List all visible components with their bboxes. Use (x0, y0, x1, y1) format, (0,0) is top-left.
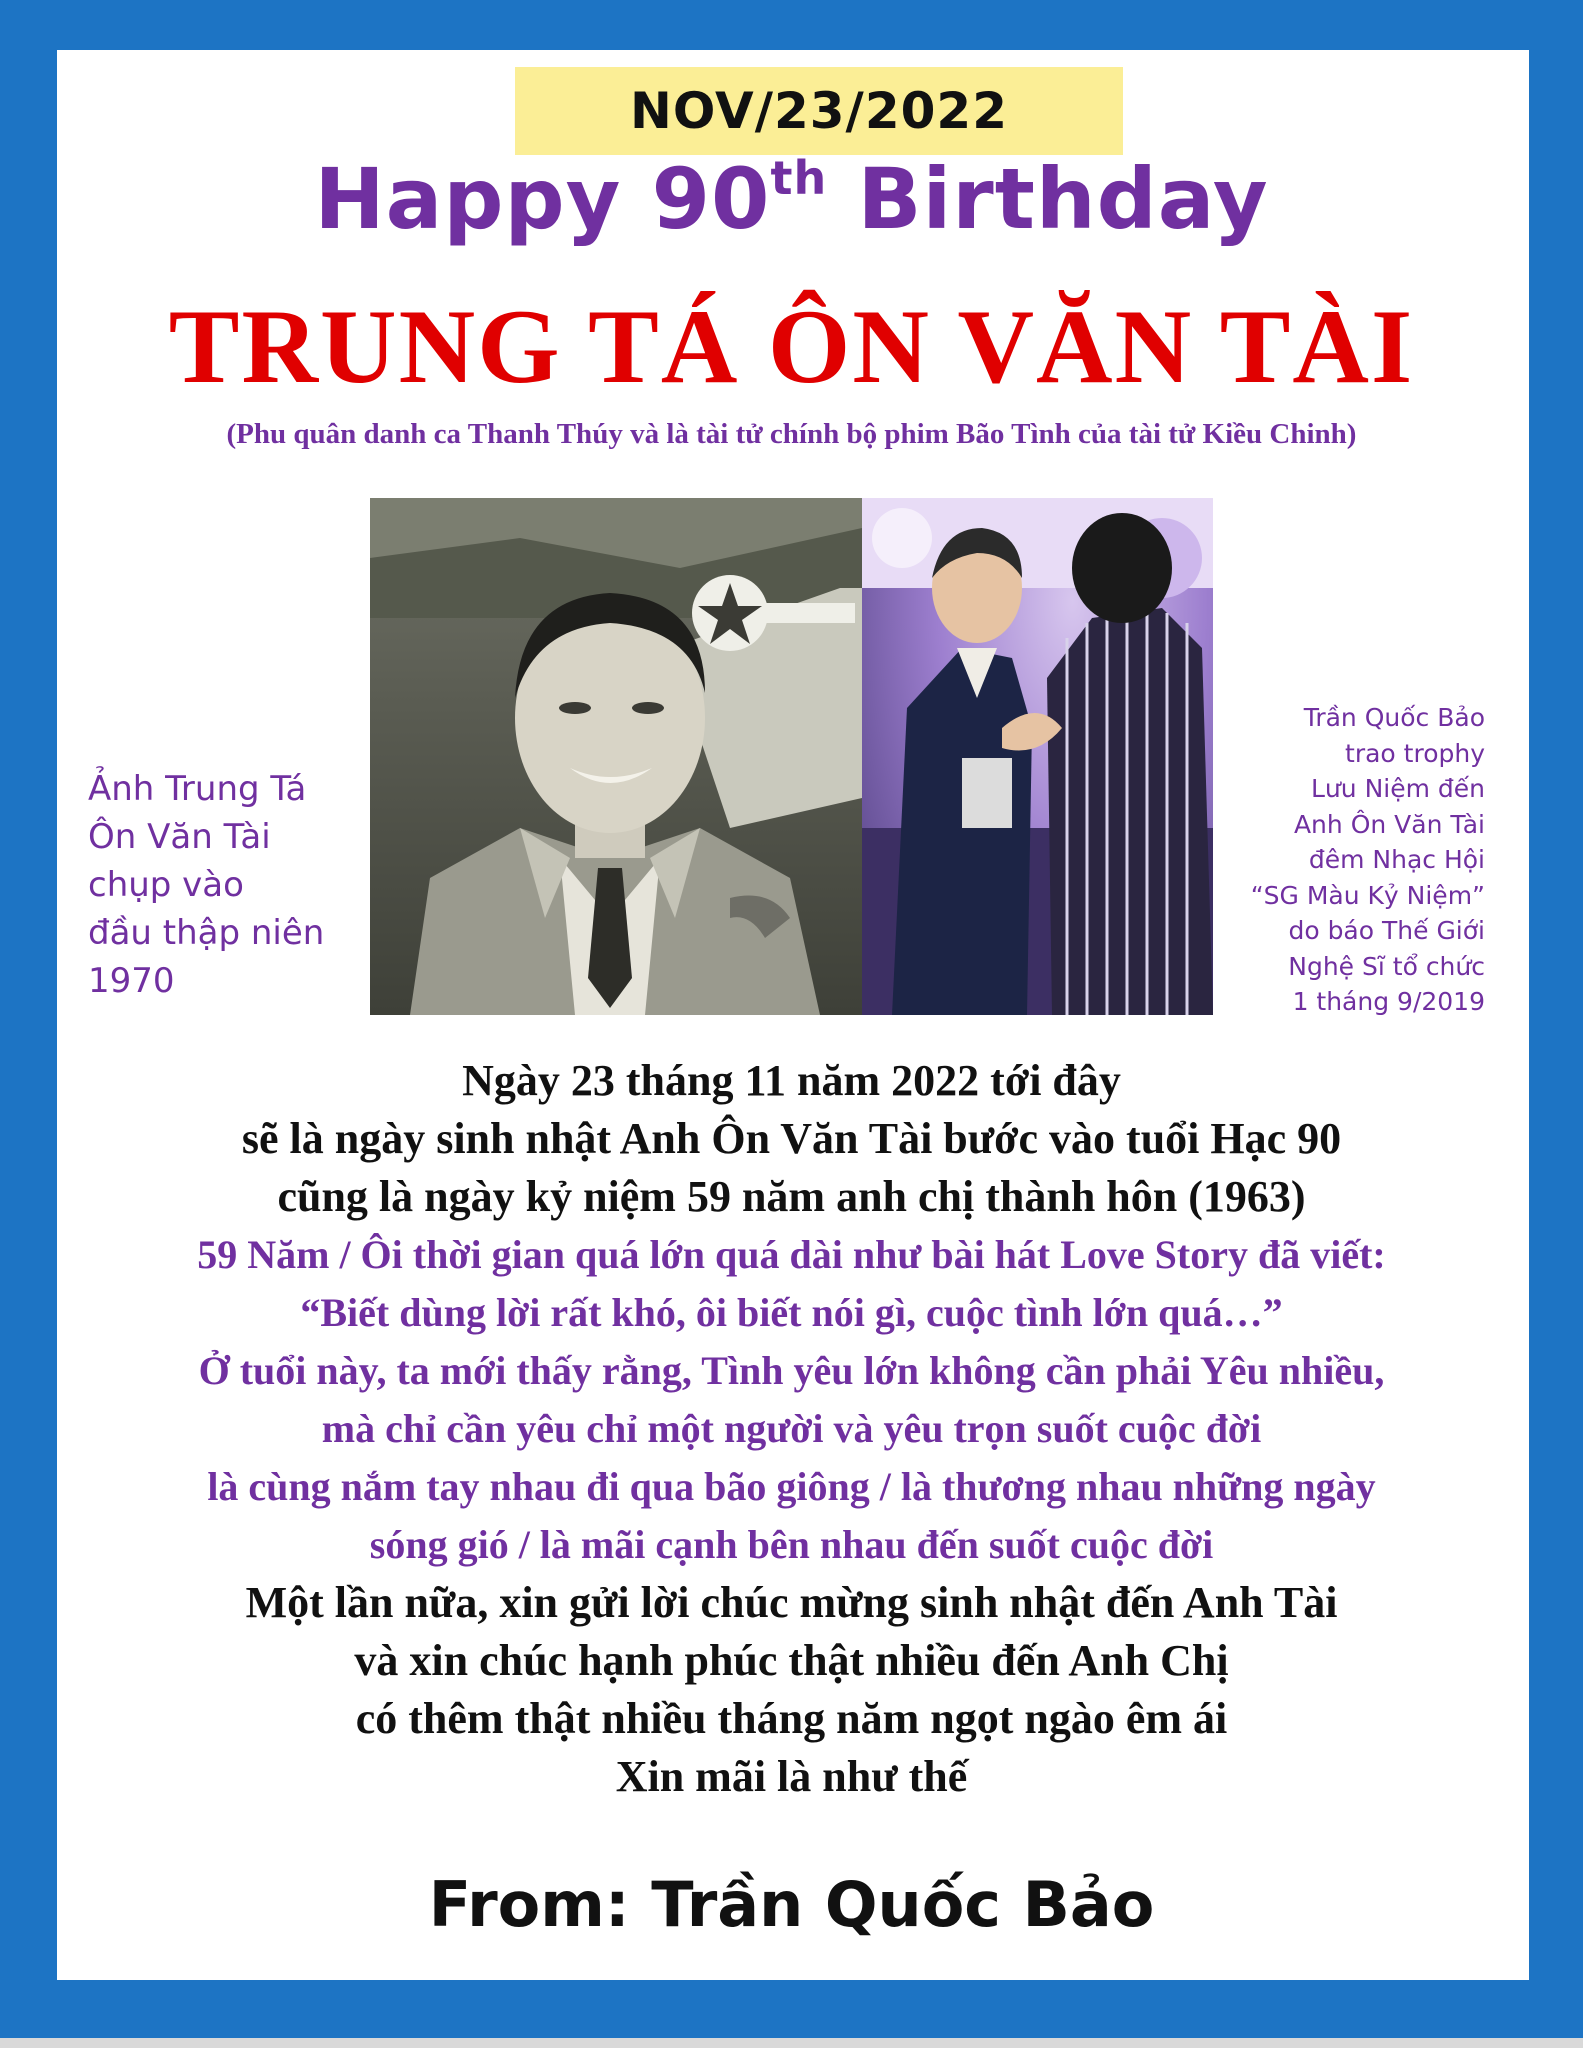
message-closing-line: Một lần nữa, xin gửi lời chúc mừng sinh nhật đến Anh Tài (245, 1578, 1338, 1627)
greeting-superscript: th (770, 151, 828, 205)
subtitle: (Phu quân danh ca Thanh Thúy và là tài tử chính bộ phim Bão Tình của tài tử Kiều Chinh) (226, 418, 1357, 450)
message-closing-line: và xin chúc hạnh phúc thật nhiều đến Anh Chị (354, 1636, 1229, 1685)
caption-left (88, 765, 358, 1005)
message-poem-line: “Biết dùng lời rất khó, ôi biết nói gì, cuộc tình lớn quá…” (300, 1290, 1283, 1335)
caption-right-line: 1 tháng 9/2019 (1292, 987, 1485, 1016)
greeting-prefix: Happy 90 (314, 150, 771, 248)
message-poem-line: Ở tuổi này, ta mới thấy rằng, Tình yêu lớn không cần phải Yêu nhiều, (198, 1348, 1385, 1393)
caption-left-line: Ảnh Trung Tá (88, 769, 307, 809)
message-poem-line: 59 Năm / Ôi thời gian quá lớn quá dài như bài hát Love Story đã viết: (197, 1232, 1386, 1277)
caption-right-line: Trần Quốc Bảo (1303, 703, 1485, 732)
caption-left-line: chụp vào (88, 865, 244, 905)
caption-right-line: Anh Ôn Văn Tài (1293, 809, 1485, 839)
caption-left-line: 1970 (88, 961, 175, 1001)
message-intro-line: Ngày 23 tháng 11 năm 2022 tới đây (462, 1056, 1121, 1105)
caption-right (1215, 700, 1485, 1020)
message-closing-line: Xin mãi là như thế (615, 1752, 968, 1801)
portrait-illustration (370, 498, 862, 1015)
message-poem-line: sóng gió / là mãi cạnh bên nhau đến suốt cuộc đời (369, 1522, 1214, 1567)
message-intro-line: cũng là ngày kỷ niệm 59 năm anh chị thành hôn (1963) (277, 1172, 1306, 1221)
caption-right-line: do báo Thế Giới (1288, 916, 1485, 945)
caption-left-line: Ôn Văn Tài (88, 817, 271, 857)
trophy-presentation-photo (862, 498, 1213, 1015)
caption-left-line: đầu thập niên (88, 913, 325, 953)
caption-right-line: Nghệ Sĩ tổ chức (1288, 951, 1485, 981)
birthday-message (0, 1052, 1583, 1806)
caption-right-line: trao trophy (1345, 738, 1485, 768)
presentation-illustration (862, 498, 1213, 1015)
honoree-name: TRUNG TÁ ÔN VĂN TÀI (168, 288, 1415, 405)
greeting-suffix: Birthday (827, 150, 1269, 248)
message-intro-line: sẽ là ngày sinh nhật Anh Ôn Văn Tài bước vào tuổi Hạc 90 (241, 1114, 1342, 1163)
message-poem-line: mà chỉ cần yêu chỉ một người và yêu trọn suốt cuộc đời (321, 1406, 1262, 1451)
message-closing-line: có thêm thật nhiều tháng năm ngọt ngào êm ái (355, 1694, 1228, 1743)
date-badge: NOV/23/2022 (515, 67, 1123, 155)
birthday-greeting (0, 150, 1583, 248)
caption-right-line: “SG Màu Kỷ Niệm” (1250, 880, 1485, 910)
signature: From: Trần Quốc Bảo (428, 1868, 1155, 1941)
caption-right-line: đêm Nhạc Hội (1308, 845, 1485, 874)
portrait-photo-1970 (370, 498, 862, 1015)
caption-right-line: Lưu Niệm đến (1311, 774, 1485, 803)
message-poem-line: là cùng nắm tay nhau đi qua bão giông / là thương nhau những ngày (207, 1464, 1376, 1509)
